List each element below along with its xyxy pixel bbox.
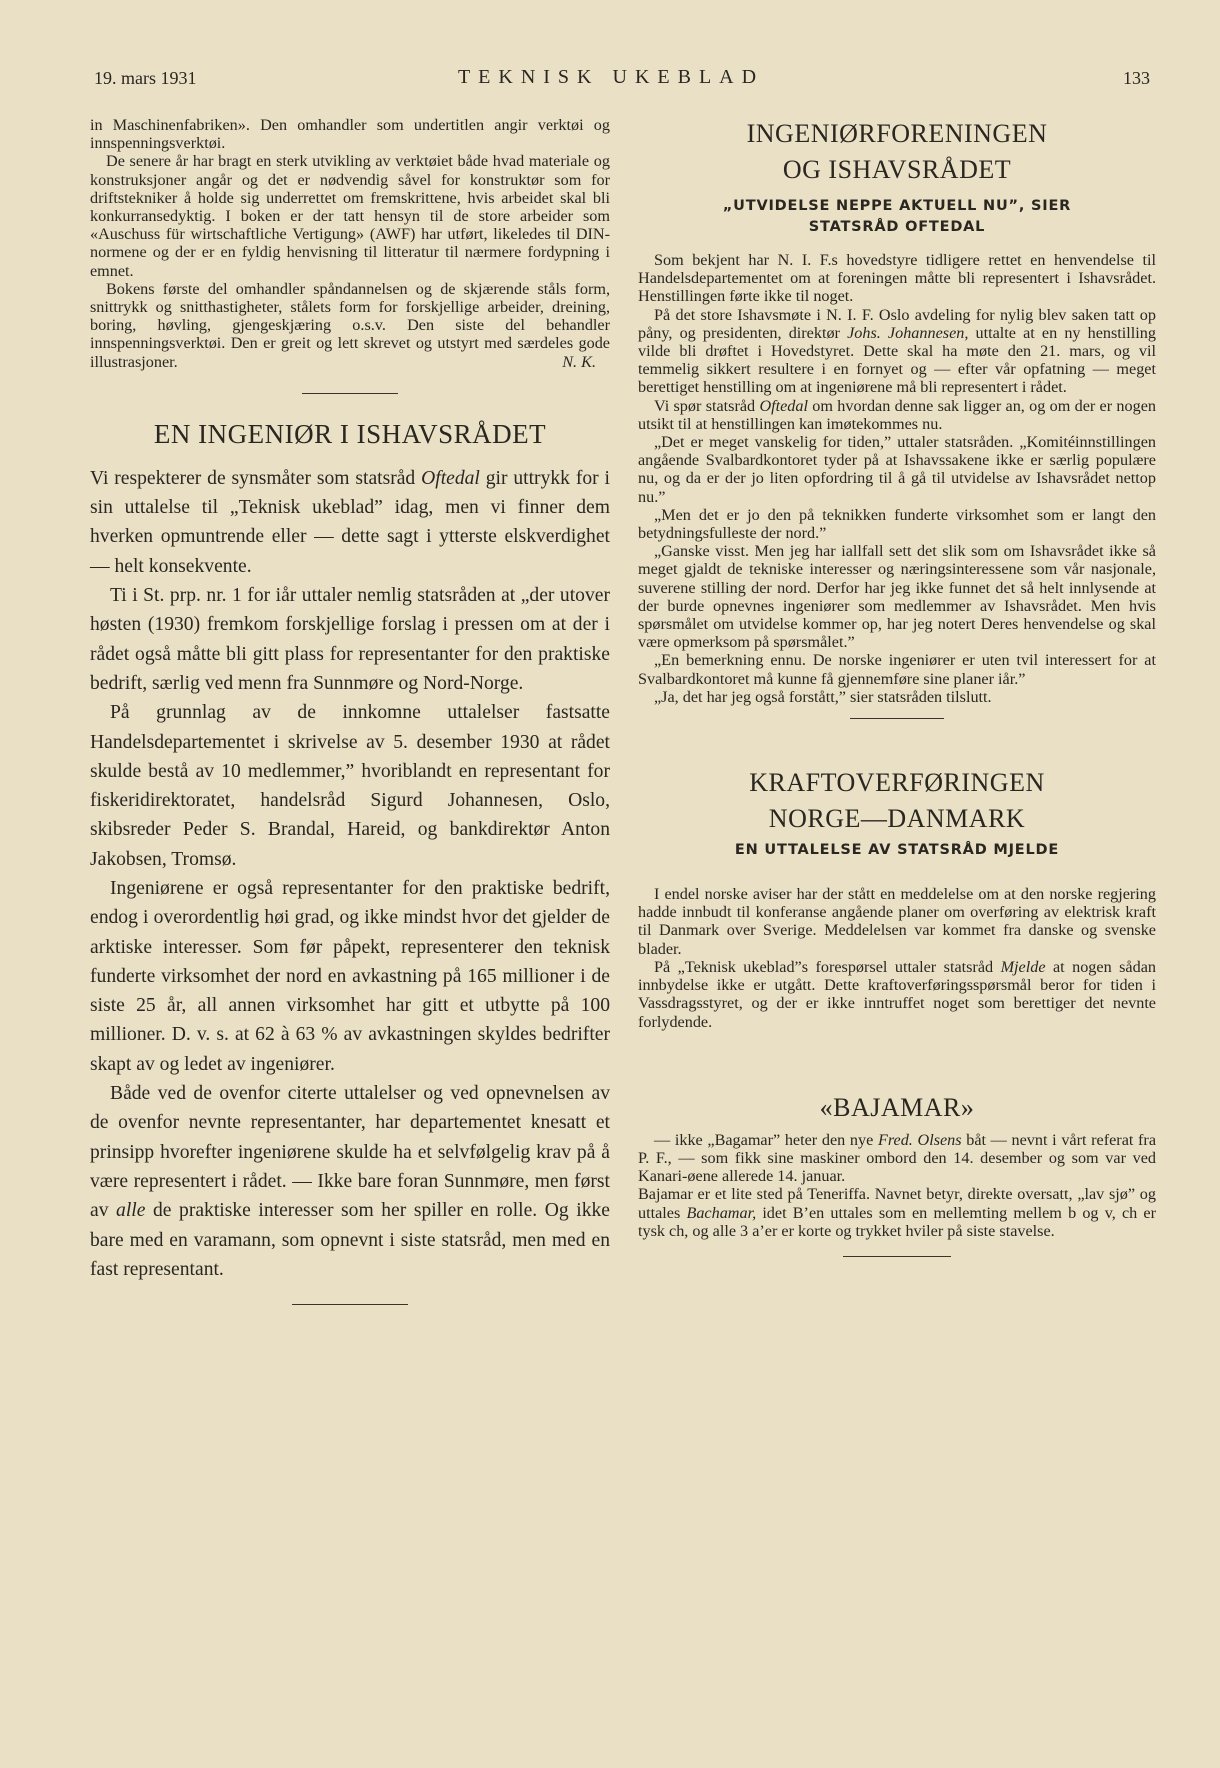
article-ingenior-ishavsradet xyxy=(90,419,610,1305)
name-emphasis: Mjelde xyxy=(1000,957,1046,976)
title-line: INGENIØRFORENINGEN xyxy=(746,119,1048,148)
article-paragraph xyxy=(90,1079,610,1284)
article-subtitle: EN UTTALELSE AV STATSRÅD MJELDE xyxy=(734,842,1060,859)
left-column xyxy=(90,116,610,1305)
review-paragraph-last xyxy=(90,280,610,371)
issue-date: 19. mars 1931 xyxy=(94,68,197,88)
text-run: de praktiske interesser som her spiller en rolle. Og ikke bare med en varamann, som opnevnt i siste statsråd, men med en fast representant. xyxy=(90,1200,610,1280)
title-line: KRAFTOVERFØRINGEN xyxy=(749,768,1045,798)
text-run: om hvordan denne sak ligger an, og om der er nogen utsikt til at henstillingen kan imøtekommes nu. xyxy=(638,396,1156,433)
article-paragraph: „En bemerkning ennu. De norske ingeniører er uten tvil interessert for at Svalbardkontoret må kunne få gjennemføre sine planer iår.” xyxy=(638,651,1156,688)
review-paragraph-text: Bokens første del omhandler spåndannelsen og de skjærende ståls form, snittrykk og snitthastigheter, stålets form for forskjellige arbeider, dreining, boring, høvling, gjengeskjæring o.s.v. Den siste del behandler innspenningsverktøi. Den er greit og lett skrevet og utstyrt med særdeles gode illustrasjoner. xyxy=(90,279,610,371)
article-title: «BAJAMAR» xyxy=(819,1092,975,1122)
article-paragraph xyxy=(638,1185,1156,1240)
article-title xyxy=(638,116,1156,188)
article-title xyxy=(638,765,1156,837)
text-run: Vi spør statsråd xyxy=(654,396,760,415)
article-paragraph xyxy=(638,1131,1156,1186)
review-paragraph: in Maschinenfabriken». Den omhandler som undertitlen angir verktøi og innspenningsverktøi. xyxy=(90,116,610,153)
article-ingeniorforeningen xyxy=(638,116,1156,719)
text-run: Både ved de ovenfor citerte uttalelser og ved opnevnelsen av de ovenfor nevnte representanter, har departementet knesatt et prinsipp hvorefter ingeniørene skulde ha et selvfølgelig krav på å være representert i rådet. — Ikke bare foran Sunnmøre, men først av xyxy=(90,1083,610,1222)
text-run: uttalte at en ny henstilling vilde bli drøftet i Hovedstyret. Dette skal ha møte den 21. mars, og vil temmelig sikkert resultere i en fornyet og — efter vår opfatning — meget berettiget henstilling om at ingeniørene må bli representert i rådet. xyxy=(638,323,1156,397)
review-paragraph: De senere år har bragt en sterk utvikling av verktøiet både hvad materiale og konstruksjoner angår og det er nødvendig såvel for konstruktør som for driftstekniker å holde sig underrettet om fremskrittene, hvis arbeidet skal bli konkurransedyktig. I boken er der tatt hensyn til de store arbeider som «Auschuss für wirtschaftliche Vertigung» (AWF) har utført, likeledes til DIN-normene og der er en fyldig henvisning til litteratur til nærmere fordypning i emnet. xyxy=(90,152,610,280)
word-emphasis: alle xyxy=(116,1200,146,1222)
article-paragraph: „Men det er jo den på teknikken funderte virksomhet som er langt den betydningsfulleste der nord.” xyxy=(638,505,1156,543)
journal-name: TEKNISK UKEBLAD xyxy=(457,66,765,88)
text-run: På „Teknisk ukeblad”s forespørsel uttaler statsråd xyxy=(654,957,1001,976)
text-run: idet B’en uttales som en mellemting mellem b og v, ch er tysk ch, og alle 3 a’er er korte og trykket hviler på siste stavelse. xyxy=(638,1203,1156,1240)
review-signature: N. K. xyxy=(562,352,596,371)
article-paragraph: På grunnlag av de innkomne uttalelser fastsatte Handelsdepartementet i skrivelse av 5. desember 1930 at rådet skulde bestå av 10 medlemmer,” hvoriblandt en representant for fiskeridirektoratet, handelsråd Sigurd Johannesen, Oslo, skibsreder Peder S. Brandal, Hareid, og bankdirektør Anton Jakobsen, Tromsø. xyxy=(90,702,610,870)
section-divider xyxy=(850,718,944,719)
name-emphasis: Johs. Johannesen, xyxy=(847,323,969,342)
text-run: Vi respekterer de synsmåter som statsråd xyxy=(90,467,422,489)
article-paragraph xyxy=(638,306,1156,397)
section-divider xyxy=(302,393,398,394)
book-review-continuation xyxy=(90,116,610,371)
article-subtitle: „UTVIDELSE NEPPE AKTUELL NU”, SIER STATSRÅD OFTEDAL xyxy=(722,198,1072,235)
article-paragraph xyxy=(638,958,1156,1031)
running-header xyxy=(62,64,1160,94)
article-paragraph: „Ganske visst. Men jeg har iallfall sett det slik som om Ishavsrådet ikke så meget gjaldt de tekniske interesser og næringsinteressene som vår nasjonale, suverene stilling der nord. Derfor har jeg ikke funnet det så helt innlysende at der burde opnevnes ingeniører som medlemmer av Ishavsrådet. Men hvis spørsmålet om utvidelse kommer op, har jeg notert Deres henvendelse og skal være opmerksom på spørsmålet.” xyxy=(638,542,1156,652)
article-bajamar xyxy=(638,1093,1156,1257)
text-run: — ikke „Bagamar” heter den nye xyxy=(654,1130,878,1149)
article-paragraph xyxy=(90,464,610,581)
text-run: båt — nevnt i vårt referat fra P. F., — som fikk sine maskiner ombord den 14. desember og som var ved Kanari-øene allerede 14. januar. xyxy=(638,1130,1156,1186)
title-line: NORGE—DANMARK xyxy=(768,804,1026,834)
article-paragraph: I endel norske aviser har der stått en meddelelse om at den norske regjering hadde innbudt til konferanse angående planer om overføring av elektrisk kraft til Danmark over Sverige. Meddelelsen var kommet fra danske og svenske blader. xyxy=(638,885,1156,958)
text-run: Bajamar er et lite sted på Teneriffa. Navnet betyr, direkte oversatt, „lav sjø” og uttales xyxy=(638,1185,1156,1222)
article-kraftoverforingen xyxy=(638,765,1156,1031)
section-divider xyxy=(292,1304,408,1305)
text-run: På det store Ishavsmøte i N. I. F. Oslo avdeling for nylig blev saken tatt op påny, og presidenten, direktør xyxy=(638,305,1156,342)
text-run: at nogen sådan innbydelse ikke er utgått. Dette kraftoverføringsspørsmål beror for tiden i Vassdragsstyret, og der er ikke inntruffet noget som berettiger det nevnte forlydende. xyxy=(638,957,1156,1031)
page-number: 133 xyxy=(1123,68,1150,88)
text-run: gir uttrykk for i sin uttalelse til „Teknisk ukeblad” idag, men vi finner dem hverken opmuntrende eller — dette sagt i ytterste elskverdighet — helt konsekvente. xyxy=(90,467,610,577)
article-paragraph xyxy=(638,397,1156,433)
name-emphasis: Oftedal xyxy=(759,396,808,415)
name-emphasis: Bachamar, xyxy=(686,1203,757,1222)
title-line: OG ISHAVSRÅDET xyxy=(782,155,1012,184)
article-paragraph: Ingeniørene er også representanter for den praktiske bedrift, endog i overordentlig høi grad, og ikke mindst hvor det gjelder de arktiske interesser. Som før påpekt, representerer den teknisk funderte virksomhet der nord en avkastning på 165 millioner i de siste 25 år, all annen virksomhet har gitt et utbytte på 100 millioner. D. v. s. at 62 à 63 % av avkastningen skyldes bedrifter skapt av og ledet av ingeniører. xyxy=(90,878,610,1075)
article-paragraph: Som bekjent har N. I. F.s hovedstyre tidligere rettet en henvendelse til Handelsdepartementet om at foreningen måtte bli representert i Ishavsrådet. Henstillingen førte ikke til noget. xyxy=(638,251,1156,306)
article-paragraph: Ti i St. prp. nr. 1 for iår uttaler nemlig statsråden at „der utover høsten (1930) fremkom forskjellige forslag i pressen om at der i rådet også måtte bli gitt plass for representanter for den praktiske bedrift, særlig ved menn fra Sunnmøre og Nord-Norge. xyxy=(90,585,610,694)
article-paragraph: „Det er meget vanskelig for tiden,” uttaler statsråden. „Komitéinnstillingen angående Svalbardkontoret tyder på at Ishavssakene ikke er særlig populære nu, og da er der jo liten opfordring til å gå til utvidelse av Ishavsrådet nettop nu.” xyxy=(638,433,1156,506)
name-emphasis: Fred. Olsens xyxy=(877,1130,962,1149)
article-paragraph: „Ja, det har jeg også forstått,” sier statsråden tilslutt. xyxy=(654,687,992,706)
section-divider xyxy=(843,1256,951,1257)
right-column xyxy=(638,116,1156,1257)
name-emphasis: Oftedal xyxy=(421,467,480,489)
article-title: EN INGENIØR I ISHAVSRÅDET xyxy=(153,418,547,449)
